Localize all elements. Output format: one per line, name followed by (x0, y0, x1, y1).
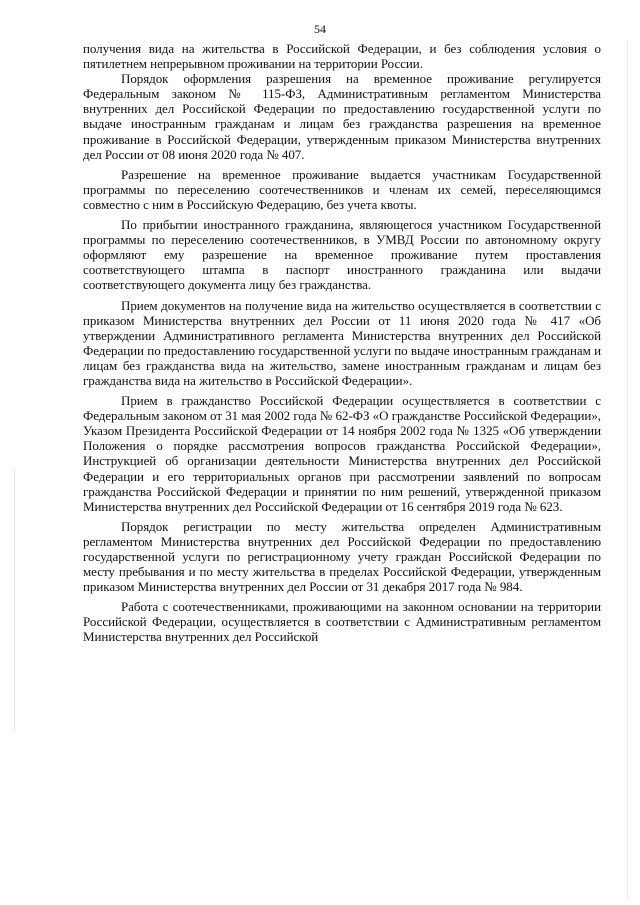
paragraph-temporary-residence-quota: Разрешение на временное проживание выдается участникам Государственной программы по переселению соотечественников и членам их семей, переселяющимся совместно с ним в Российскую Федерацию, без учета квоты. (83, 166, 601, 212)
paragraph-compatriots: Работа с соотечественниками, проживающими на законном основании на территории Российской Федерации, осуществляется в соответствии с Административным регламентом Министерства внутренних дел Российской (83, 599, 601, 645)
paragraph-residence-permit: Прием документов на получение вида на жительство осуществляется в соответствии с приказом Министерства внутренних дел России от 11 июня 2020 года № 417 «Об утверждении Административного регламента Министерства внутренних дел Российской Федерации по предоставлению государственной услуги по выдаче иностранным гражданам и лицам без гражданства вида на жительство, замене иностранным гражданам и лицам без гражданства вида на жительство в Российской Федерации». (83, 297, 601, 388)
scan-edge-right (627, 40, 628, 900)
paragraph-temporary-residence-procedure: Порядок оформления разрешения на временное проживание регулируется Федеральным законом № 115-ФЗ, Административным регламентом Министерства внутренних дел Российской Федерации по предоставлению государственной услуги по выдаче иностранным гражданам и лицам без гражданства разрешения на временное проживание в Российской Федерации, утвержденным приказом Министерства внутренних дел России от 08 июня 2020 года № 407. (83, 71, 601, 162)
paragraph-continuation: получения вида на жительства в Российской Федерации, и без соблюдения условия о пятилетнем непрерывном проживании на территории России. (83, 41, 601, 72)
paragraph-arrival-registration: По прибытии иностранного гражданина, являющегося участником Государственной программы по переселению соотечественников, в УМВД России по автономному округу оформляют ему разрешение на временное проживание путем проставления соответствующего штампа в паспорт иностранного гражданина или выдачи соответствующего документа лицу без гражданства. (83, 217, 601, 293)
document-body (83, 41, 601, 645)
scan-edge-left (14, 470, 15, 730)
page-number: 54 (314, 22, 326, 36)
paragraph-citizenship: Прием в гражданство Российской Федерации осуществляется в соответствии с Федеральным законом от 31 мая 2002 года № 62-ФЗ «О гражданстве Российской Федерации», Указом Президента Российской Федерации от 14 ноября 2002 года № 1325 «Об утверждении Положения о порядке рассмотрения вопросов гражданства Российской Федерации», Инструкцией об организации деятельности Министерства внутренних дел Российской Федерации и его территориальных органов при рассмотрении заявлений по вопросам гражданства Российской Федерации и принятии по ним решений, утвержденной приказом Министерства внутренних дел Российской Федерации от 16 сентября 2019 года № 623. (83, 393, 601, 514)
paragraph-registration-residence: Порядок регистрации по месту жительства определен Административным регламентом Министерства внутренних дел Российской Федерации по предоставлению государственной услуги по регистрационному учету граждан Российской Федерации по месту пребывания и по месту жительства в пределах Российской Федерации, утвержденным приказом Министерства внутренних дел России от 31 декабря 2017 года № 984. (83, 518, 601, 595)
